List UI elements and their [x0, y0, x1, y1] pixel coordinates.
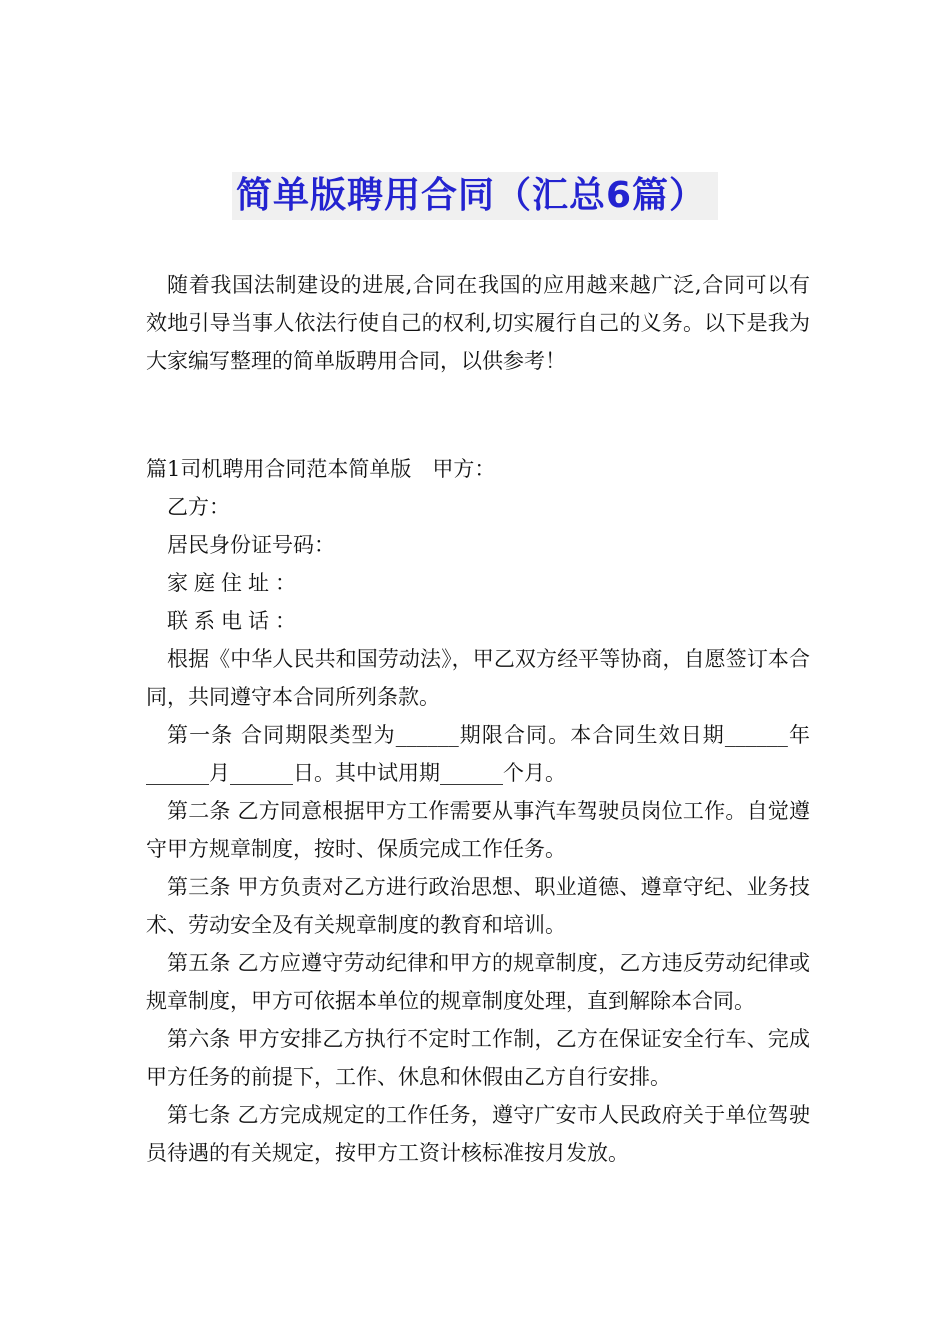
address-field: 家庭住址：: [167, 571, 302, 595]
article-3: 第三条 甲方负责对乙方进行政治思想、职业道德、遵章守纪、业务技术、劳动安全及有关规章制度的教育和培训。: [146, 875, 810, 937]
document-title: 简单版聘用合同（汇总6篇）: [232, 172, 718, 220]
intro-paragraph: 随着我国法制建设的进展,合同在我国的应用越来越广泛,合同可以有效地引导当事人依法行使自己的权利,切实履行自己的义务。以下是我为大家编写整理的简单版聘用合同，以供参考！: [146, 273, 810, 373]
id-number-field: 居民身份证号码：: [167, 533, 335, 557]
article-7: 第七条 乙方完成规定的工作任务，遵守广安市人民政府关于单位驾驶员待遇的有关规定，按甲方工资计核标准按月发放。: [146, 1103, 810, 1165]
title-container: [0, 172, 950, 220]
intro-section: [146, 266, 810, 380]
contract-section: [146, 450, 810, 1172]
article-1: 第一条 合同期限类型为______期限合同。本合同生效日期______年______月______日。其中试用期______个月。: [146, 723, 810, 785]
article-2: 第二条 乙方同意根据甲方工作需要从事汽车驾驶员岗位工作。自觉遵守甲方规章制度，按时、保质完成工作任务。: [146, 799, 810, 861]
phone-field: 联系电话：: [167, 609, 302, 633]
article-6: 第六条 甲方安排乙方执行不定时工作制，乙方在保证安全行车、完成甲方任务的前提下，工作、休息和休假由乙方自行安排。: [146, 1027, 810, 1089]
article-5: 第五条 乙方应遵守劳动纪律和甲方的规章制度，乙方违反劳动纪律或规章制度，甲方可依据本单位的规章制度处理，直到解除本合同。: [146, 951, 810, 1013]
preamble-paragraph: 根据《中华人民共和国劳动法》，甲乙双方经平等协商，自愿签订本合同，共同遵守本合同所列条款。: [146, 647, 810, 709]
party-b-field: 乙方：: [167, 495, 230, 519]
contract-heading: 篇1司机聘用合同范本简单版 甲方：: [146, 457, 496, 481]
